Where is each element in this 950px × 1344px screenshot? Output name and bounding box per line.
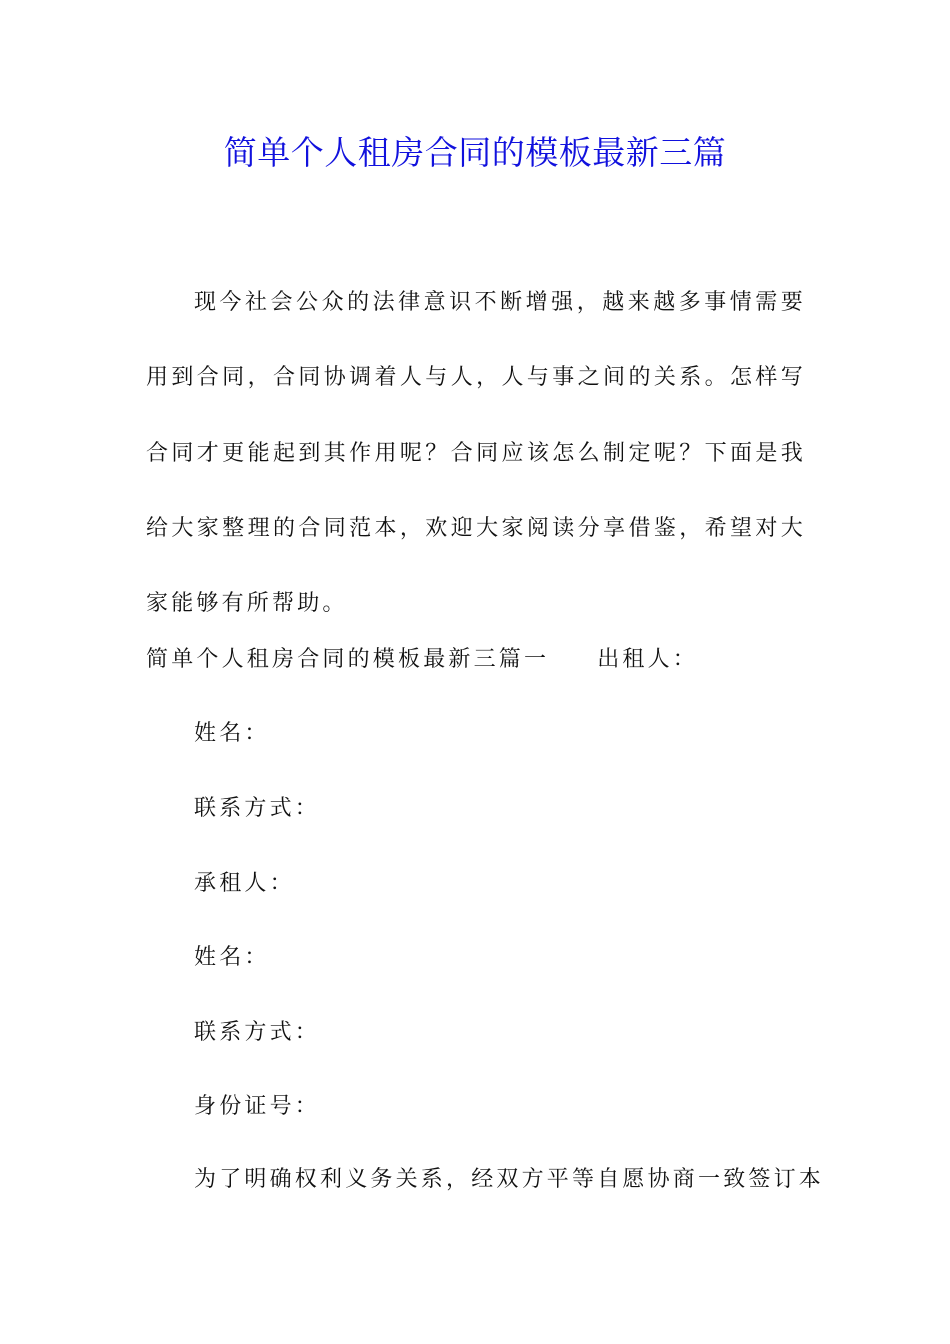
lessee-label: 承租人： — [194, 871, 295, 896]
lessee-contact-field: 联系方式： — [194, 1020, 321, 1045]
lessor-label: 出租人： — [597, 647, 699, 672]
document-title: 简单个人租房合同的模板最新三篇 — [223, 133, 727, 172]
closing-paragraph: 为了明确权利义务关系，经双方平等自愿协商一致签订本 — [194, 1167, 825, 1192]
lessor-name-field: 姓名： — [194, 721, 270, 746]
lessee-id-field: 身份证号： — [194, 1094, 321, 1119]
intro-paragraph: 现今社会公众的法律意识不断增强，越来越多事情需要用到合同，合同协调着人与人，人与事之间的关系。怎样写合同才更能起到其作用呢？合同应该怎么制定呢？下面是我给大家整理的合同范本，欢迎大家阅读分享借鉴，希望对大家能够有所帮助。 — [146, 290, 806, 617]
lessor-contact-field: 联系方式： — [194, 796, 321, 821]
section-heading: 简单个人租房合同的模板最新三篇一 — [146, 647, 550, 672]
lessee-name-field: 姓名： — [194, 945, 270, 970]
section-heading-line — [146, 642, 698, 678]
